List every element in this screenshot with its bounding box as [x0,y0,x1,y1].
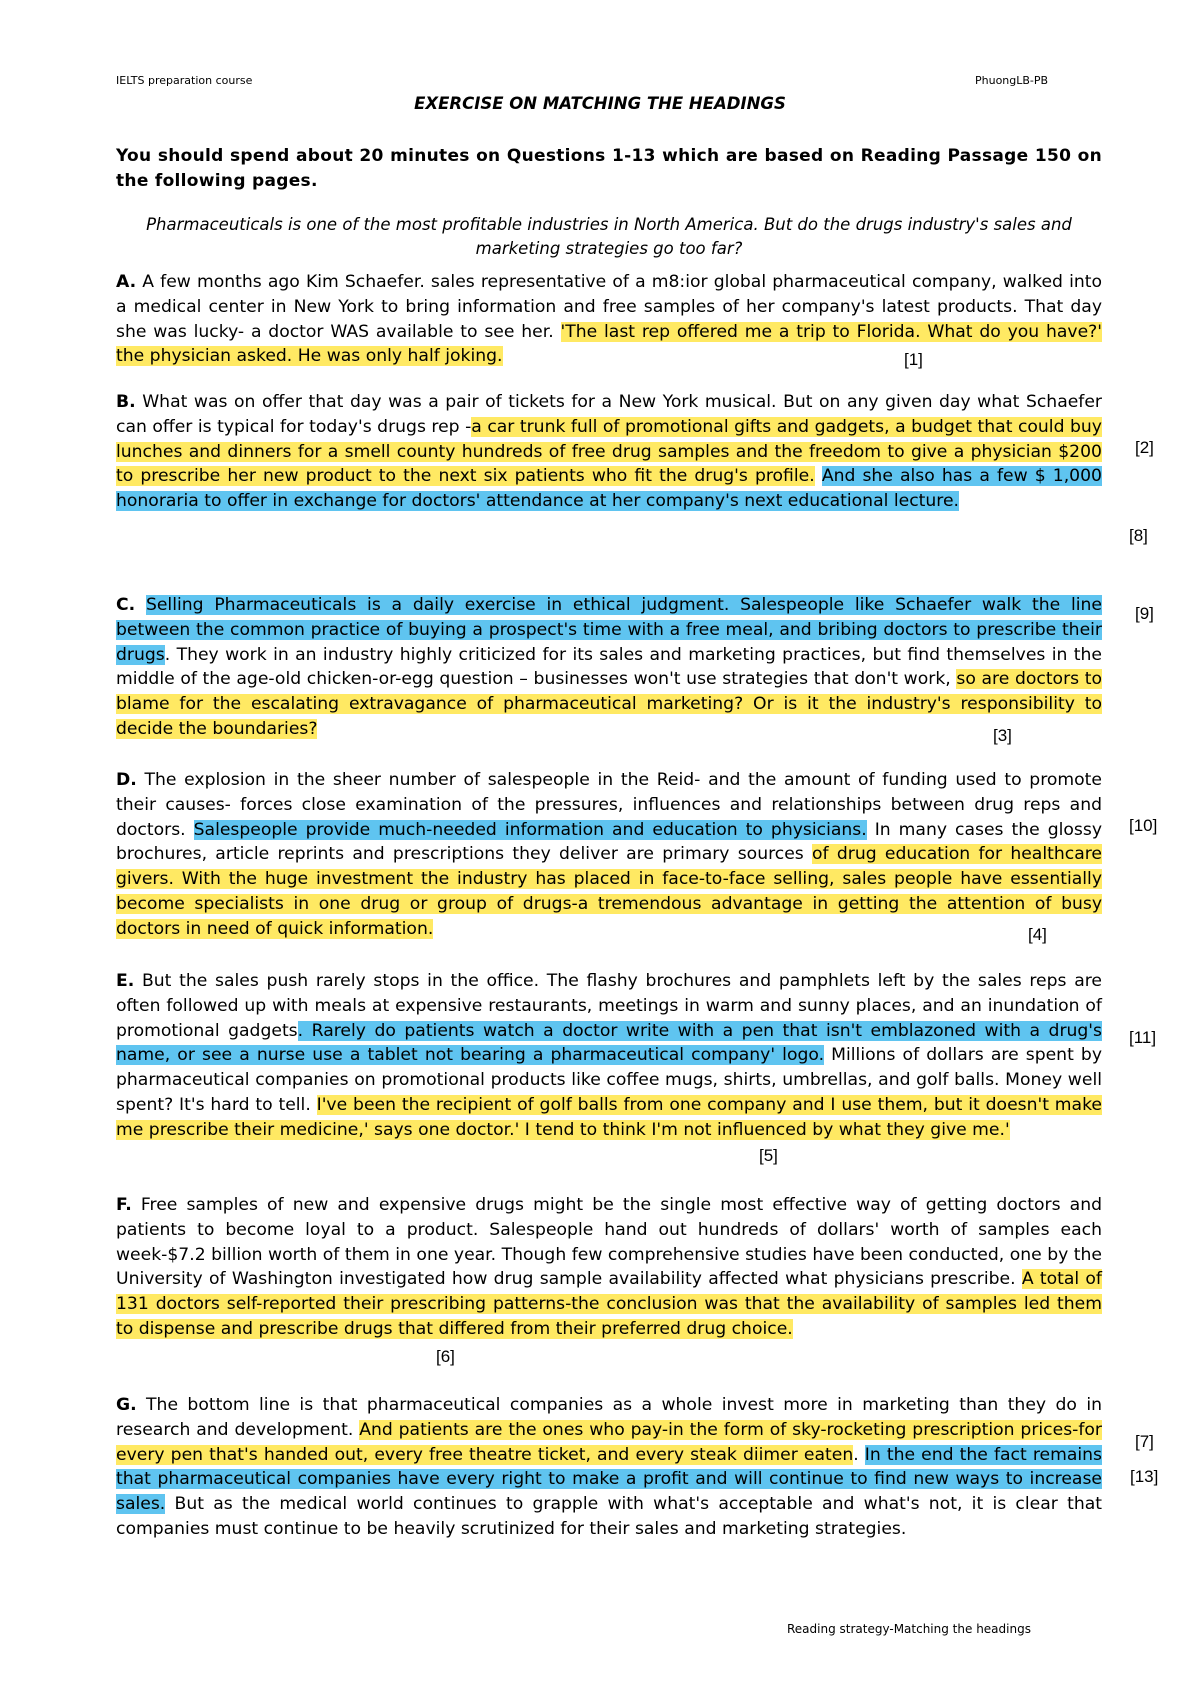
blue-highlight: In the end the fact remains that pharmaceutical companies have every right to make a profit and will continue to find new ways to increase sales. [116,1444,1102,1515]
yellow-highlight: so are doctors to blame for the escalating extravagance of pharmaceutical marketing? Or is it the industry's responsibility to decide the boundaries? [116,669,1102,739]
paragraph-b [116,390,1102,514]
yellow-highlight: I've been the recipient of golf balls from one company and I use them, but it doesn't make me prescribe their medicine,' says one doctor.' I tend to think I'm not influenced by what they give me.' [116,1094,1102,1140]
paragraph-text: The explosion in the sheer number of salespeople in the Reid- and the amount of funding used to promote their causes- forces close examination of the pressures, influences and relationships between drug reps and doctors. [116,770,1102,840]
yellow-highlight: 'The last rep offered me a trip to Florida. What do you have?' the physician asked. He was only half joking. [116,321,1103,367]
paragraph-d [116,768,1102,942]
paragraph-text [135,595,146,615]
paragraph-text: What was on offer that day was a pair of tickets for a New York musical. But on any given day what Schaefer can offer is typical for today's drugs rep - [116,392,1102,437]
paragraph-text: Millions of dollars are spent by pharmaceutical companies on promotional products like coffee mugs, shirts, umbrellas, and golf balls. Money well spent? It's hard to tell. [116,1045,1102,1115]
blue-highlight: Salespeople provide much-needed information and education to physicians. [193,819,867,840]
paragraph-letter: B. [116,392,136,412]
question-marker-2: [2] [1135,438,1154,457]
paragraph-letter: D. [116,770,137,790]
question-marker-11: [11] [1129,1028,1157,1047]
question-marker-4: [4] [1028,925,1047,944]
paragraph-letter: C. [116,595,136,615]
question-marker-5: [5] [759,1146,778,1165]
paragraph-text: But as the medical world continues to grapple with what's acceptable and what's not, it is clear that companies must continue to be heavily scrutinized for their sales and marketing strategies. [116,1494,1102,1539]
page-footer: Reading strategy-Matching the headings [787,1622,1031,1636]
question-marker-6: [6] [436,1347,455,1366]
paragraph-text: A few months ago Kim Schaefer. sales representative of a m8:ior global pharmaceutical company, walked into a medical center in New York to bring information and free samples of her company's latest products. That day she was lucky- a doctor WAS available to see her. [116,272,1102,342]
paragraph-letter: F. [116,1195,132,1215]
paragraph-text [815,466,822,486]
yellow-highlight: a car trunk full of promotional gifts and gadgets, a budget that could buy lunches and dinners for a smell county hundreds of free drug samples and the freedom to give a physician $200 to prescribe her new product to the next six patients who fit the drug's profile. [116,416,1102,487]
paragraph-text: But the sales push rarely stops in the office. The flashy brochures and pamphlets left by the sales reps are often followed up with meals at expensive restaurants, meetings in warm and sunny places, and an inundation of promotional gadgets [116,971,1102,1041]
paragraph-letter: E. [116,971,135,991]
question-marker-10: [10] [1129,816,1158,835]
question-marker-9: [9] [1135,604,1154,623]
blue-highlight: . Rarely do patients watch a doctor write with a pen that isn't emblazoned with a drug's name, or see a nurse use a tablet not bearing a pharmaceutical company' logo. [116,1020,1102,1066]
question-marker-1: [1] [904,350,923,369]
question-marker-3: [3] [993,726,1012,745]
paragraph-letter: A. [116,272,137,292]
paragraph-text: . [853,1444,865,1465]
paragraph-letter: G. [116,1395,137,1415]
author-header: PhuongLB-PB [975,74,1049,87]
course-header: IELTS preparation course [116,74,253,87]
instruction-text: You should spend about 20 minutes on Questions 1-13 which are based on Reading Passage 150 on the following pages. [116,146,1102,191]
yellow-highlight: And patients are the ones who pay-in the form of sky-rocketing prescription prices-for every pen that's handed out, every free theatre ticket, and every steak diimer eaten [116,1419,1102,1465]
page-title: EXERCISE ON MATCHING THE HEADINGS [414,94,786,113]
paragraph-text: Free samples of new and expensive drugs might be the single most effective way of getting doctors and patients to become loyal to a product. Salespeople hand out hundreds of dollars' worth of samples each week-$7.2 billion worth of them in one year. Though few comprehensive studies have been conducted, one by the University of Washington investigated how drug sample availability affected what physicians prescribe. [116,1195,1102,1290]
intro-text: Pharmaceuticals is one of the most profitable industries in North America. But do the drugs industry's sales and marketing strategies go too far? [146,215,1072,258]
question-marker-13: [13] [1130,1467,1159,1486]
paragraph-text: In many cases the glossy brochures, article reprints and prescriptions they deliver are primary sources [116,819,1102,865]
paragraph-text: . They work in an industry highly criticized for its sales and marketing practices, but find themselves in the middle of the age-old chicken-or-egg question – businesses won't use strategies that don't work, [116,644,1102,690]
blue-highlight: Selling Pharmaceuticals is a daily exercise in ethical judgment. Salespeople like Schaefer walk the line between the common practice of buying a prospect's time with a free meal, and bribing doctors to prescribe their drugs [116,595,1103,665]
paragraph-text: The bottom line is that pharmaceutical companies as a whole invest more in marketing than they do in research and development. [116,1395,1102,1440]
yellow-highlight: of drug education for healthcare givers. With the huge investment the industry has placed in face-to-face selling, sales people have essentially become specialists in one drug or group of drugs-a tremendous advantage in getting the attention of busy doctors in need of quick information. [116,844,1102,939]
paragraph-a [116,270,1102,369]
question-marker-8: [8] [1129,526,1148,545]
paragraph-g [116,1393,1102,1542]
paragraph-f [116,1193,1102,1342]
question-marker-7: [7] [1135,1432,1154,1451]
blue-highlight: And she also has a few $ 1,000 honoraria to offer in exchange for doctors' attendance at her company's next educational lecture. [116,466,1102,512]
paragraph-e [116,969,1102,1143]
paragraph-c [116,593,1102,742]
yellow-highlight: A total of 131 doctors self-reported their prescribing patterns-the conclusion was that the availability of samples led them to dispense and prescribe drugs that differed from their preferred drug choice. [116,1269,1102,1339]
